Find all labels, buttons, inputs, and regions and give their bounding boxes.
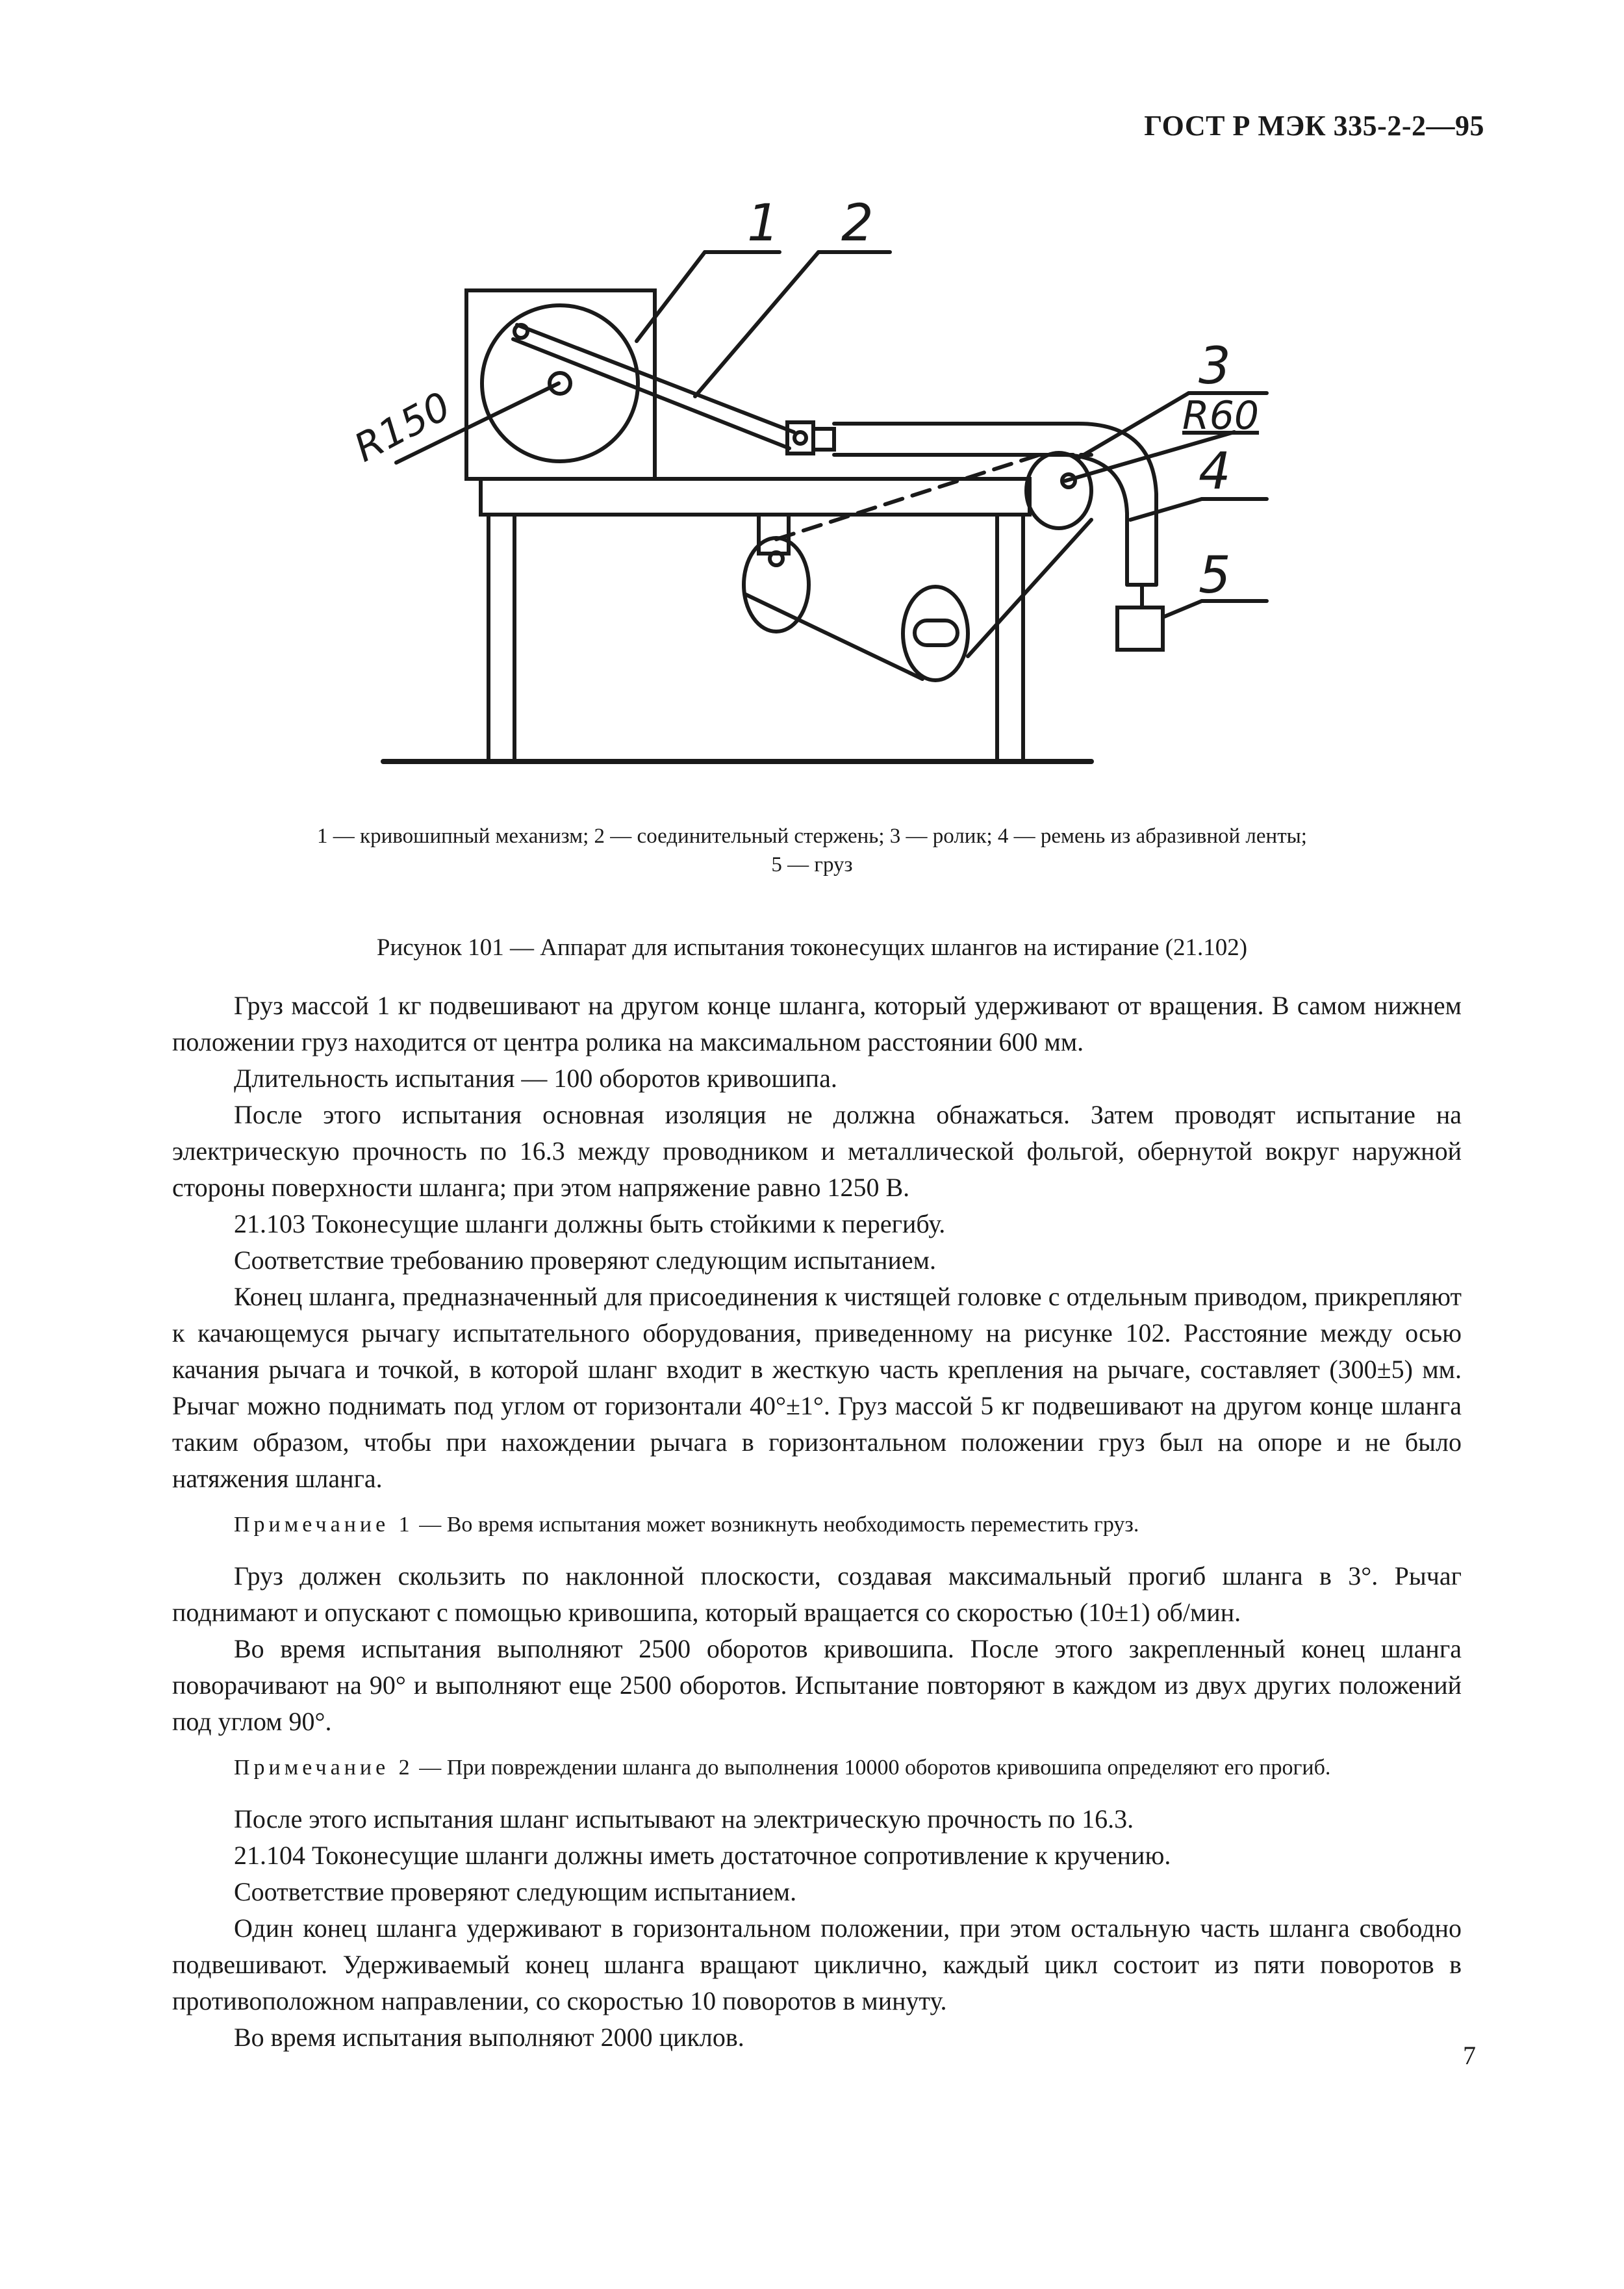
figure-101-diagram [0, 0, 1624, 819]
paragraph: Длительность испытания — 100 оборотов кривошипа. [234, 1064, 837, 1093]
label-1: 1 [747, 194, 780, 253]
paragraph: После этого испытания шланг испытывают на электрическую прочность по 16.3. [234, 1804, 1134, 1834]
weight [1117, 607, 1163, 650]
paragraph: Груз должен скользить по наклонной плоскости, создавая максимальный прогиб шланга в 3°. Рычаг поднимают и опускают с помощью кривошипа, который вращается со скоростью (10±1) об/мин. [172, 1561, 1462, 1627]
leader-5 [1163, 601, 1202, 617]
paragraph: 21.104 Токонесущие шланги должны иметь достаточное сопротивление к кручению. [234, 1841, 1171, 1870]
label-r60: R60 [1182, 393, 1260, 439]
note-1 [172, 1510, 1462, 1540]
note-2-text: — При повреждении шланга до выполнения 10000 оборотов кривошипа определяют его прогиб. [413, 1756, 1331, 1780]
label-r150: R150 [347, 383, 458, 472]
paragraph: Соответствие проверяют следующим испытанием. [234, 1877, 797, 1906]
body-text [172, 988, 1462, 2056]
page-number: 7 [1463, 2041, 1476, 2070]
roller [1026, 453, 1091, 528]
leader-4 [1130, 499, 1202, 520]
note-1-text: — Во время испытания может возникнуть необходимость переместить груз. [413, 1513, 1139, 1537]
table-leg-left [488, 515, 514, 761]
paragraph: Во время испытания выполняют 2500 оборотов кривошипа. После этого закрепленный конец шланга поворачивают на 90° и выполняют еще 2500 оборотов. Испытание повторяют в каждом из двух других положений под углом 90°. [172, 1634, 1462, 1736]
paragraph: Конец шланга, предназначенный для присоединения к чистящей головке с отдельным приводом, прикрепляют к качающемуся рычагу испытательного оборудования, приведенному на рисунке 102. Расстояние между осью качания рычага и точкой, в которой шланг входит в жесткую часть крепления на рычаге, составляет (300±5) мм. Рычаг можно поднимать под углом от горизонтали 40°±1°. Груз массой 5 кг подвешивают на другом конце шланга таким образом, чтобы при нахождении рычага в горизонтальном положении груз был на опоре и не было натяжения шланга. [172, 1282, 1462, 1493]
paragraph: Во время испытания выполняют 2000 циклов. [234, 2023, 744, 2052]
paragraph: Один конец шланга удерживают в горизонтальном положении, при этом остальную часть шланга свободно подвешивают. Удерживаемый конец шланга вращают циклично, каждый цикл состоит из пяти поворотов в противоположном направлении, со скоростью 10 поворотов в минуту. [172, 1913, 1462, 2015]
label-2: 2 [841, 194, 874, 253]
label-5: 5 [1199, 546, 1231, 605]
note-2 [172, 1753, 1462, 1783]
label-4: 4 [1199, 442, 1231, 501]
leader-2 [695, 252, 818, 396]
legend-line-2: 5 — груз [771, 853, 853, 876]
note-1-label: Примечание 1 [234, 1513, 414, 1537]
legend-line-1: 1 — кривошипный механизм; 2 — соединительный стержень; 3 — ролик; 4 — ремень из абразивной ленты; [317, 825, 1307, 848]
paragraph: После этого испытания основная изоляция не должна обнажаться. Затем проводят испытание на электрическую прочность по 16.3 между проводником и металлической фольгой, обернутой вокруг наружной стороны поверхности шланга; при этом напряжение равно 1250 В. [172, 1100, 1462, 1202]
paragraph: Соответствие требованию проверяют следующим испытанием. [234, 1246, 936, 1275]
paragraph: 21.103 Токонесущие шланги должны быть стойкими к перегибу. [234, 1209, 946, 1238]
figure-legend [162, 822, 1462, 879]
table-leg-right [997, 515, 1023, 761]
leader-1 [637, 252, 705, 341]
label-3: 3 [1199, 337, 1231, 396]
paragraph: Груз массой 1 кг подвешивают на другом конце шланга, который удерживают от вращения. В самом нижнем положении груз находится от центра ролика на максимальном расстоянии 600 мм. [172, 991, 1462, 1056]
document-header: ГОСТ Р МЭК 335-2-2—95 [1144, 110, 1484, 142]
figure-caption: Рисунок 101 — Аппарат для испытания токонесущих шлангов на истирание (21.102) [376, 934, 1248, 961]
rod-joint [787, 422, 813, 454]
note-2-label: Примечание 2 [234, 1756, 414, 1780]
